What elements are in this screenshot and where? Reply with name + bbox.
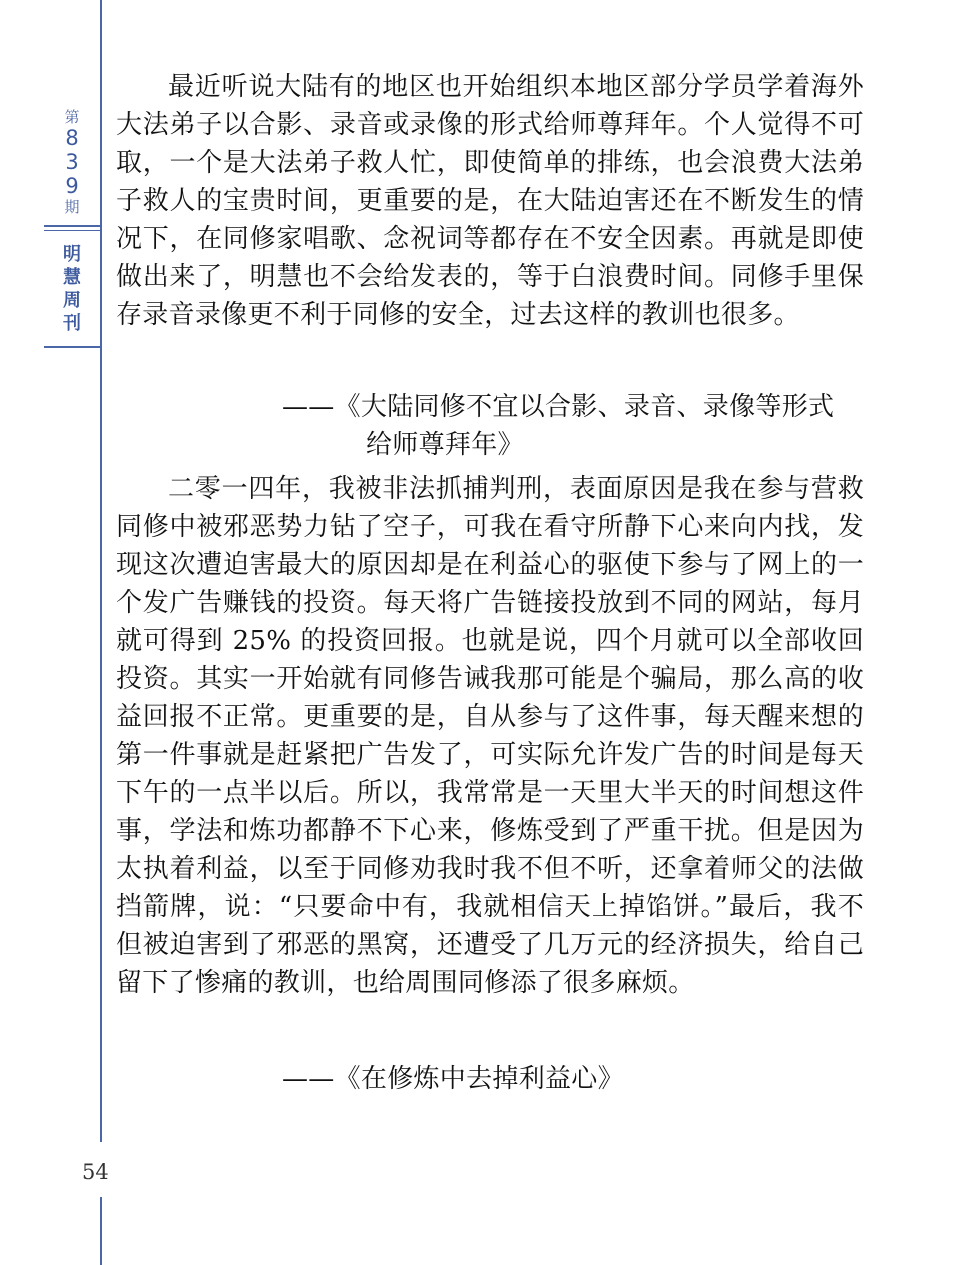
sidebar-divider [44,230,101,231]
sidebar-divider [44,346,101,348]
issue-prefix: 第 [64,108,80,126]
issue-digit: 8 [65,126,79,150]
citation-1-line-2: 给师尊拜年》 [366,430,524,460]
magazine-title-char: 周 [63,290,81,311]
issue-digit: 3 [65,150,79,174]
magazine-title-char: 明 [63,244,81,265]
issue-suffix: 期 [64,198,80,216]
issue-number-marker [44,108,100,216]
magazine-title [44,243,100,335]
page-number: 54 [82,1160,109,1184]
magazine-title-char: 慧 [63,267,81,288]
article-paragraph-2: 二零一四年，我被非法抓捕判刑，表面原因是我在参与营救同修中被邪恶势力钻了空子，可我在看守所静下心来向内找，发现这次遭迫害最大的原因却是在利益心的驱使下参与了网上的一个发广告赚钱的投资。每天将广告链接投放到不同的网站，每月就可得到 25% 的投资回报。也就是说，四个月就可以全部收回投资。其实一开始就有同修告诫我那可能是个骗局，那么高的收益回报不正常。更重要的是，自从参与了这件事，每天醒来想的第一件事就是赶紧把广告发了，可实际允许发广告的时间是每天下午的一点半以后。所以，我常常是一天里大半天的时间想这件事，学法和炼功都静不下心来，修炼受到了严重干扰。但是因为太执着利益，以至于同修劝我时我不但不听，还拿着师父的法做挡箭牌，说：“只要命中有，我就相信天上掉馅饼。”最后，我不但被迫害到了邪恶的黑窝，还遭受了几万元的经济损失，给自己留下了惨痛的教训，也给周围同修添了很多麻烦。 [116,474,864,998]
margin-rule-top [100,0,102,1142]
issue-digit: 9 [65,174,79,198]
article-paragraph-1: 最近听说大陆有的地区也开始组织本地区部分学员学着海外大法弟子以合影、录音或录像的形式给师尊拜年。个人觉得不可取，一个是大法弟子救人忙，即使简单的排练，也会浪费大法弟子救人的宝贵时间，更重要的是，在大陆迫害还在不断发生的情况下，在同修家唱歌、念祝词等都存在不安全因素。再就是即使做出来了，明慧也不会给发表的，等于白浪费时间。同修手里保存录音录像更不利于同修的安全，过去这样的教训也很多。 [116,72,864,330]
citation-2: ——《在修炼中去掉利益心》 [282,1064,624,1094]
citation-1-line-1: ——《大陆同修不宜以合影、录音、录像等形式 [282,392,835,422]
sidebar-divider [44,225,101,227]
citation-1 [282,388,867,464]
magazine-title-char: 刊 [63,313,81,334]
margin-rule-bottom [100,1197,102,1265]
